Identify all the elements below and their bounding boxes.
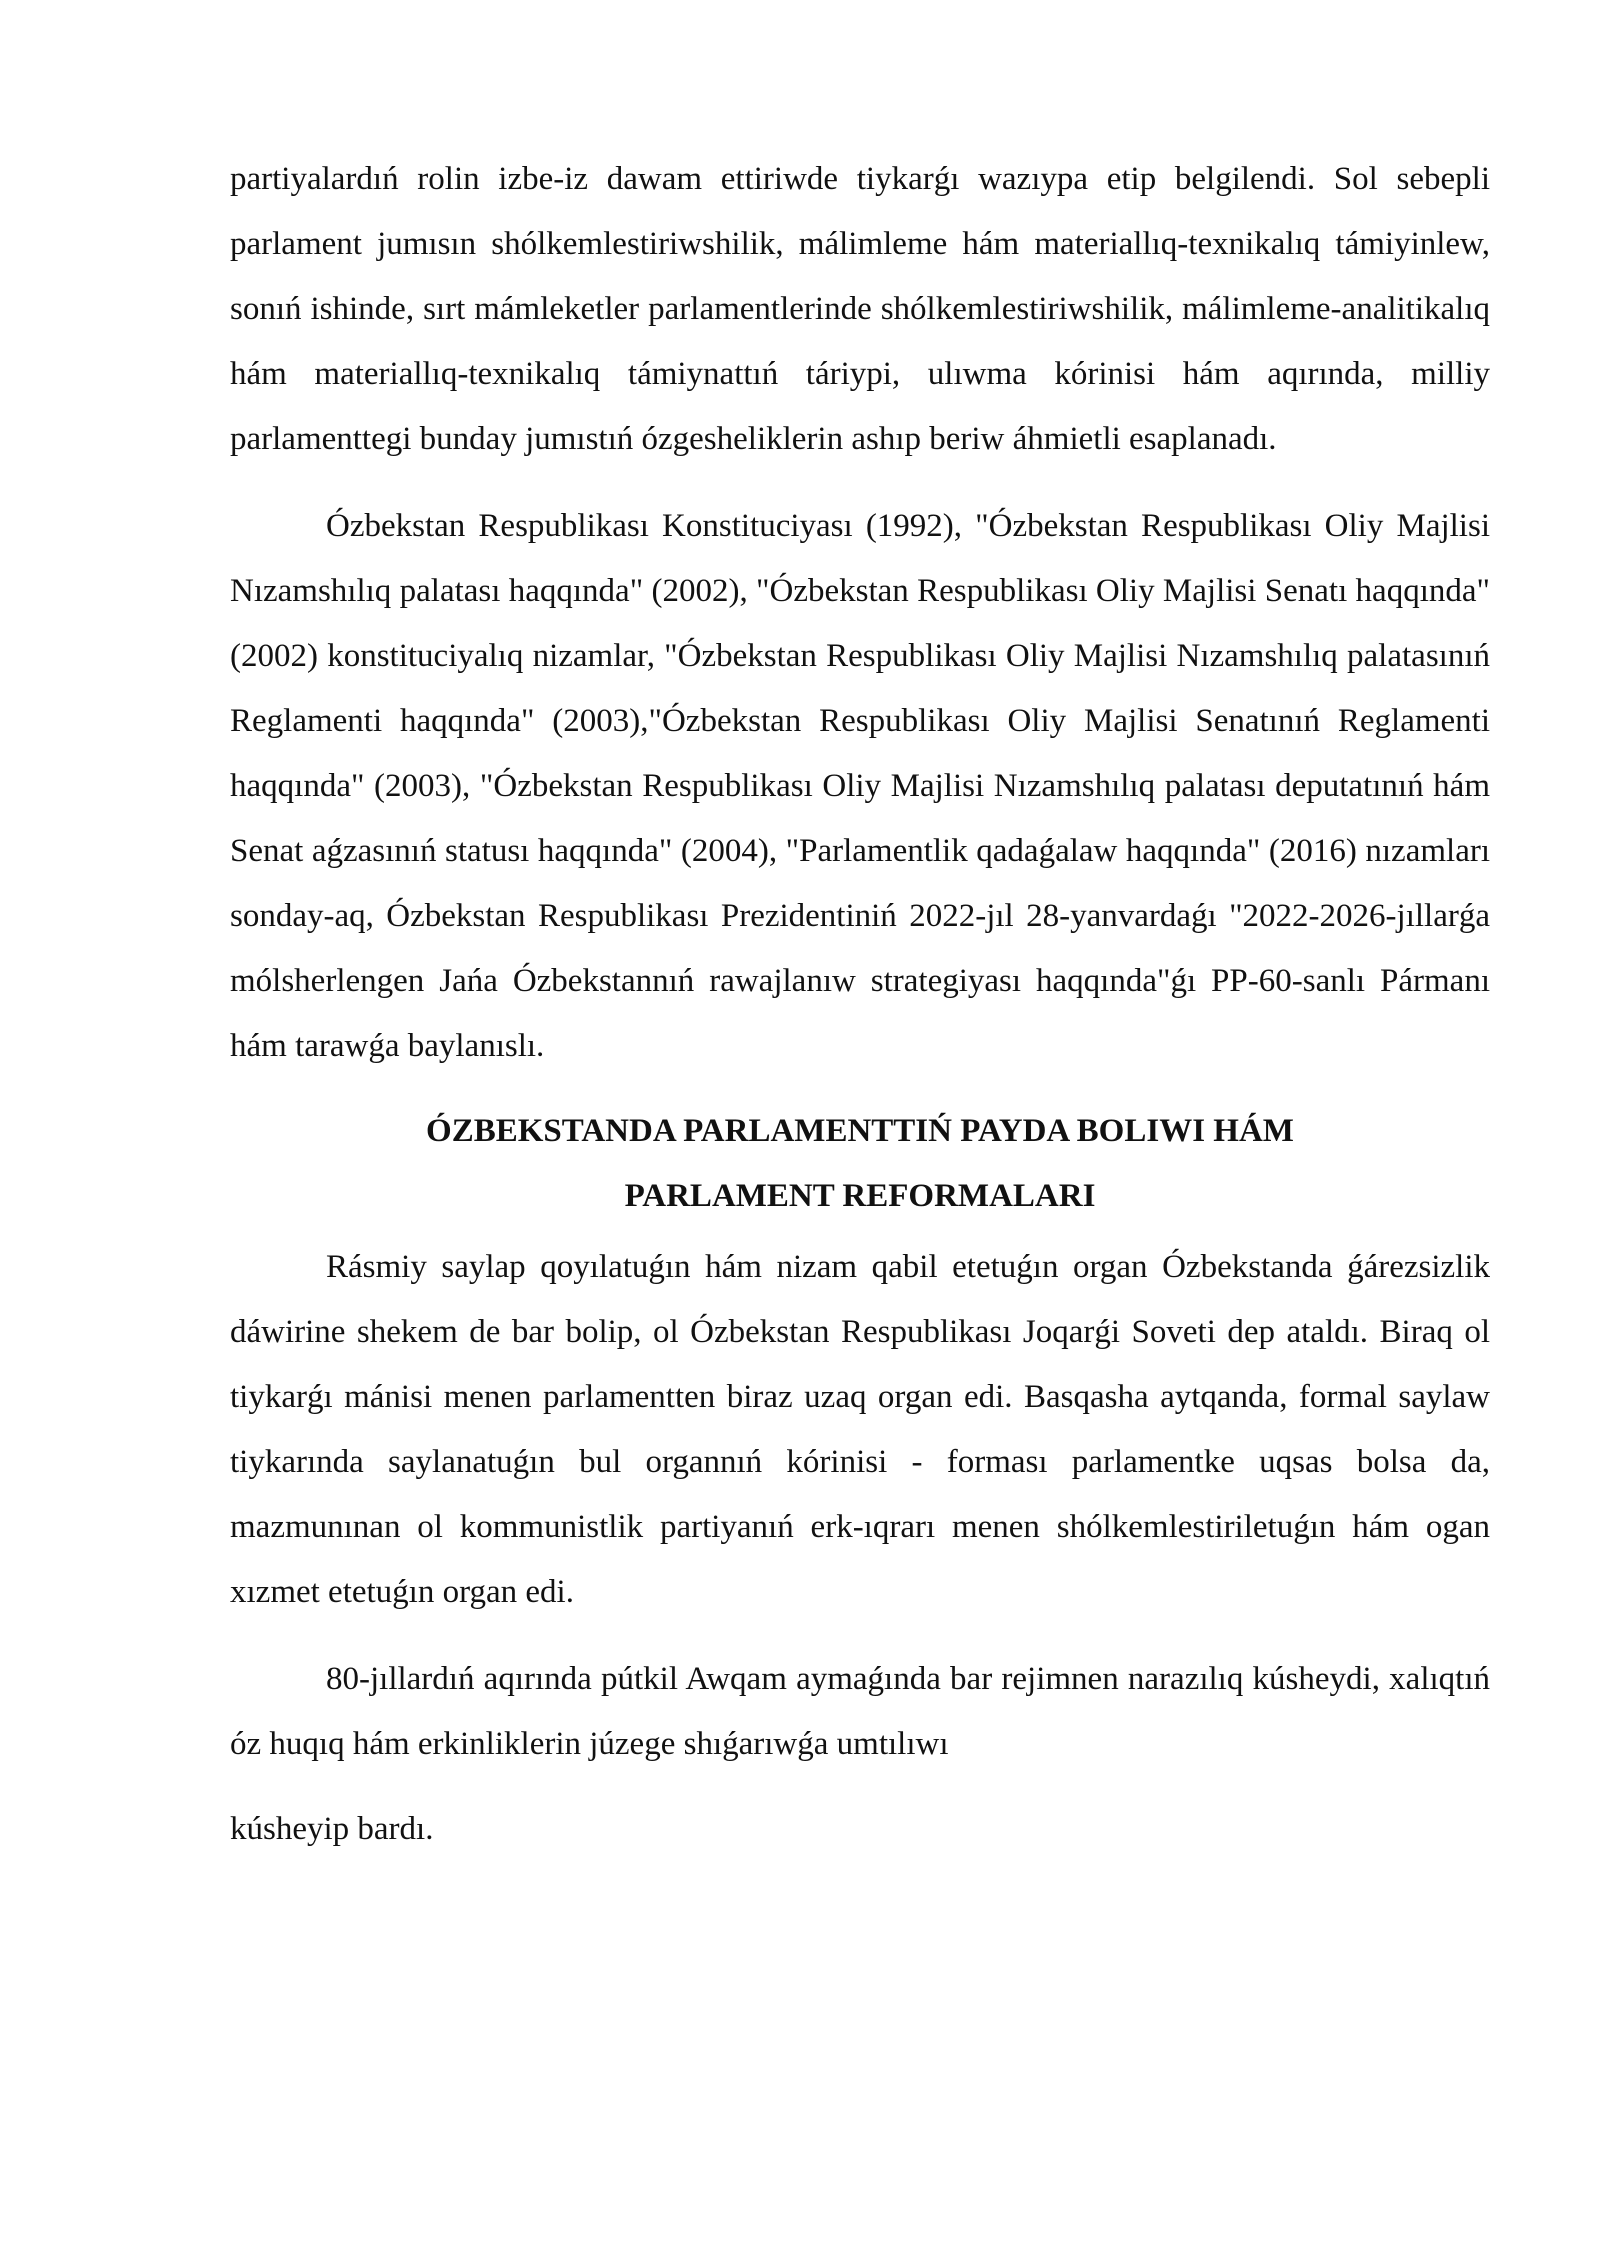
section-heading (230, 1099, 1490, 1229)
paragraph-supreme-soviet: Rásmiy saylap qoyılatuǵın hám nizam qabil etetuǵın organ Ózbekstanda ǵárezsizlik dáwirine shekem de bar bolip, ol Ózbekstan Respublikası Joqarǵi Soveti dep ataldı. Biraq ol tiykarǵı mánisi menen parlamentten biraz uzaq organ edi. Basqasha aytqanda, formal saylaw tiykarında saylanatuǵın bul organnıń kórinisi - forması parlamentke uqsas bolsa da, mazmunınan ol kommunistlik partiyanıń erk-ıqrarı menen shólkemlestiriletuǵın hám ogan xızmet etetuǵın organ edi. (230, 1249, 1490, 1610)
paragraph-eighties-discontent: 80-jıllardıń aqırında pútkil Awqam aymaǵında bar rejimnen narazılıq kúsheydi, xalıqtıń óz huqıq hám erkinliklerin júzege shıǵarıwǵa umtılıwı (230, 1661, 1490, 1762)
paragraph-parliament-functions: partiyalardıń rolin izbe-iz dawam ettiriwde tiykarǵı wazıypa etip belgilendi. Sol sebepli parlament jumısın shólkemlestiriwshilik, málimleme hám materiallıq-texnikalıq támiyinlew, sonıń ishinde, sırt mámleketler parlamentlerinde shólkemlestiriwshilik, málimleme-analitikalıq hám materiallıq-texnikalıq támiynattıń táriypi, ulıwma kórinisi hám aqırında, milliy parlamenttegi bunday jumıstıń ózgesheliklerin ashıp beriw áhmietli esaplanadı. (230, 161, 1490, 457)
section-heading-line-2: PARLAMENT REFORMALARI (624, 1178, 1096, 1214)
document-body (230, 147, 1490, 1862)
paragraph-legal-basis: Ózbekstan Respublikası Konstituciyası (1992), "Ózbekstan Respublikası Oliy Majlisi Nızamshılıq palatası haqqında" (2002), "Ózbekstan Respublikası Oliy Majlisi Senatı haqqında" (2002) konstituciyalıq nizamlar, "Ózbekstan Respublikası Oliy Majlisi Nızamshılıq palatasınıń Reglamenti haqqında" (2003),"Ózbekstan Respublikası Oliy Majlisi Senatınıń Reglamenti haqqında" (2003), "Ózbekstan Respublikası Oliy Majlisi Nızamshılıq palatası deputatınıń hám Senat aǵzasınıń statusı haqqında" (2004), "Parlamentlik qadaǵalaw haqqında" (2016) nızamları sonday-aq, Ózbekstan Respublikası Prezidentiniń 2022-jıl 28-yanvardaǵı "2022-2026-jıllarǵa mólsherlengen Jańa Ózbekstannıń rawajlanıw strategiyası haqqında"ǵı PP-60-sanlı Pármanı hám tarawǵa baylanıslı. (230, 508, 1490, 1064)
paragraph-tail-line: kúsheyip bardı. (230, 1811, 434, 1847)
section-heading-line-1: ÓZBEKSTANDA PARLAMENTTIŃ PAYDA BOLIWI HÁM (426, 1113, 1294, 1149)
